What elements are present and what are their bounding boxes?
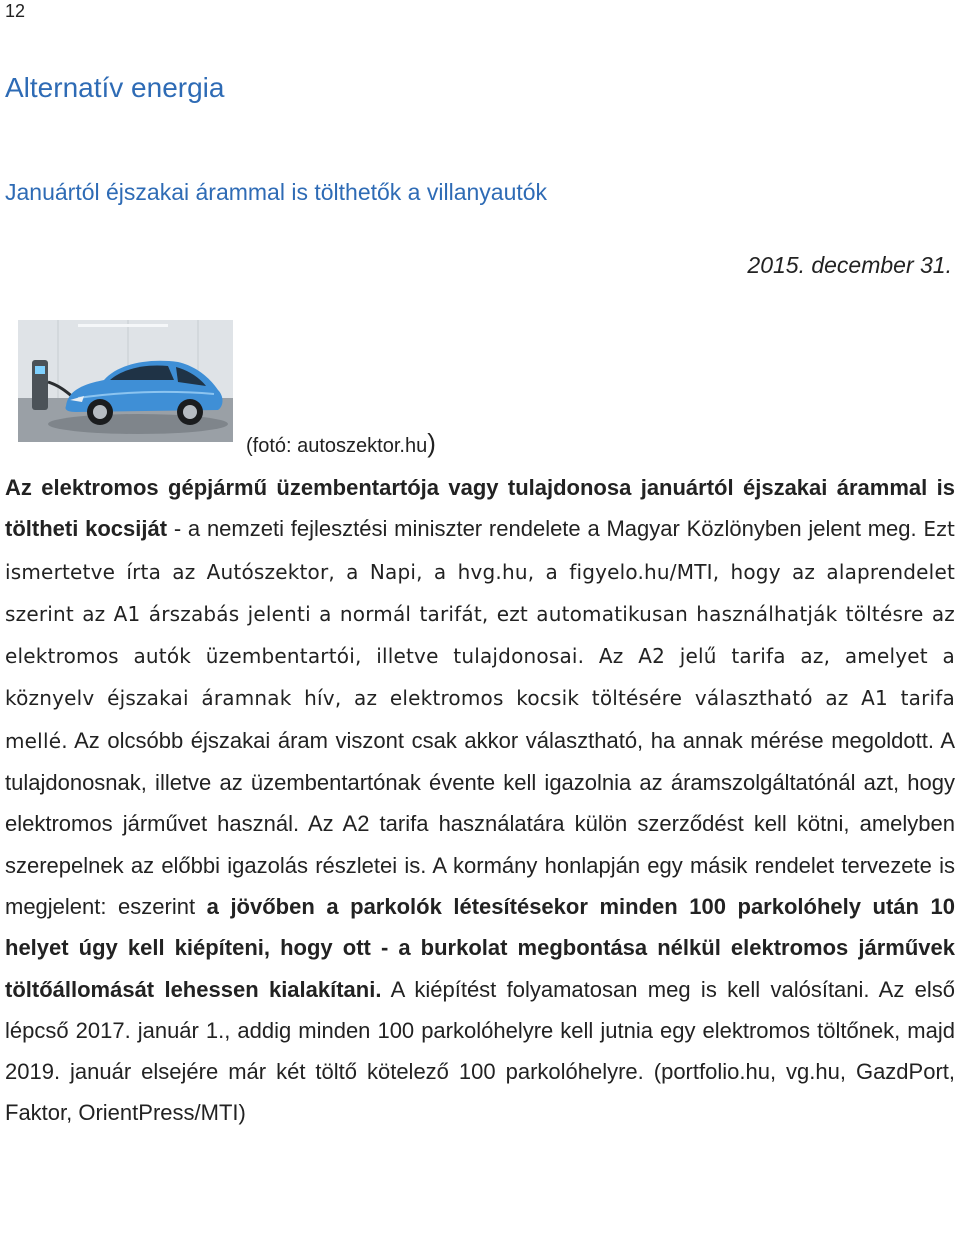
photo-caption xyxy=(246,428,436,461)
article-body xyxy=(5,467,955,1134)
car-illustration-icon xyxy=(18,320,233,442)
electric-car-photo xyxy=(18,320,233,442)
article-after-lead: - a nemzeti fejlesztési miniszter rendelete a Magyar Közlönyben jelent meg. xyxy=(167,516,924,542)
article-bold-sentence: a jövőben a parkolók létesítésekor minden 100 parkolóhely után 10 helyet úgy kell kiépíteni, hogy ott - a burkolat megbontása nélkül elektromos járművek töltőállomását lehessen kialakítani. xyxy=(5,893,956,1002)
section-title: Alternatív energia xyxy=(5,72,225,103)
article-lead: Az elektromos gépjármű üzembentartója vagy tulajdonosa januártól éjszakai árammal is töltheti kocsiját xyxy=(5,475,955,542)
article-sources-sentence: Ezt ismertetve írta az Autószektor, a Napi, a hvg.hu, a figyelo.hu/MTI, hogy az alaprendelet szerint az A1 árszabás jelenti a normál tarifát, ezt automatikusan használhatják töltésre az elektromos autók üzembentartói, illetve tulajdonosai. Az A2 jelű tarifa az, amelyet a köznyelv éjszakai áramnak hív, az elektromos kocsik töltésére választható az A1 tarifa mellé. xyxy=(5,517,955,753)
photo-caption-text: (fotó: autoszektor.hu xyxy=(246,435,428,457)
photo-caption-close: ) xyxy=(427,428,436,458)
article-headline: Januártól éjszakai árammal is tölthetők a villanyautók xyxy=(5,179,548,205)
article-closing: A kiépítést folyamatosan meg is kell valósítani. Az első lépcső 2017. január 1., addig minden 100 parkolóhelyre kell jutnia egy elektromos töltőnek, majd 2019. január elsejére már két töltő kötelező 100 parkolóhelyre. (portfolio.hu, vg.hu, GazdPort, Faktor, OrientPress/MTI) xyxy=(5,976,956,1126)
article-date: 2015. december 31. xyxy=(747,252,952,278)
article-paragraph-rest: Az olcsóbb éjszakai áram viszont csak akkor választható, ha annak mérése megoldott. A tulajdonosnak, illetve az üzembentartónak évente kell igazolnia az áramszolgáltatónál azt, hogy elektromos járművet használ. Az A2 tarifa használatára külön szerződést kell kötni, amelyben szerepelnek az előbbi igazolás részletei is. A kormány honlapján egy másik rendelet tervezete is megjelent: eszerint xyxy=(5,727,955,919)
page-number: 12 xyxy=(5,1,26,21)
